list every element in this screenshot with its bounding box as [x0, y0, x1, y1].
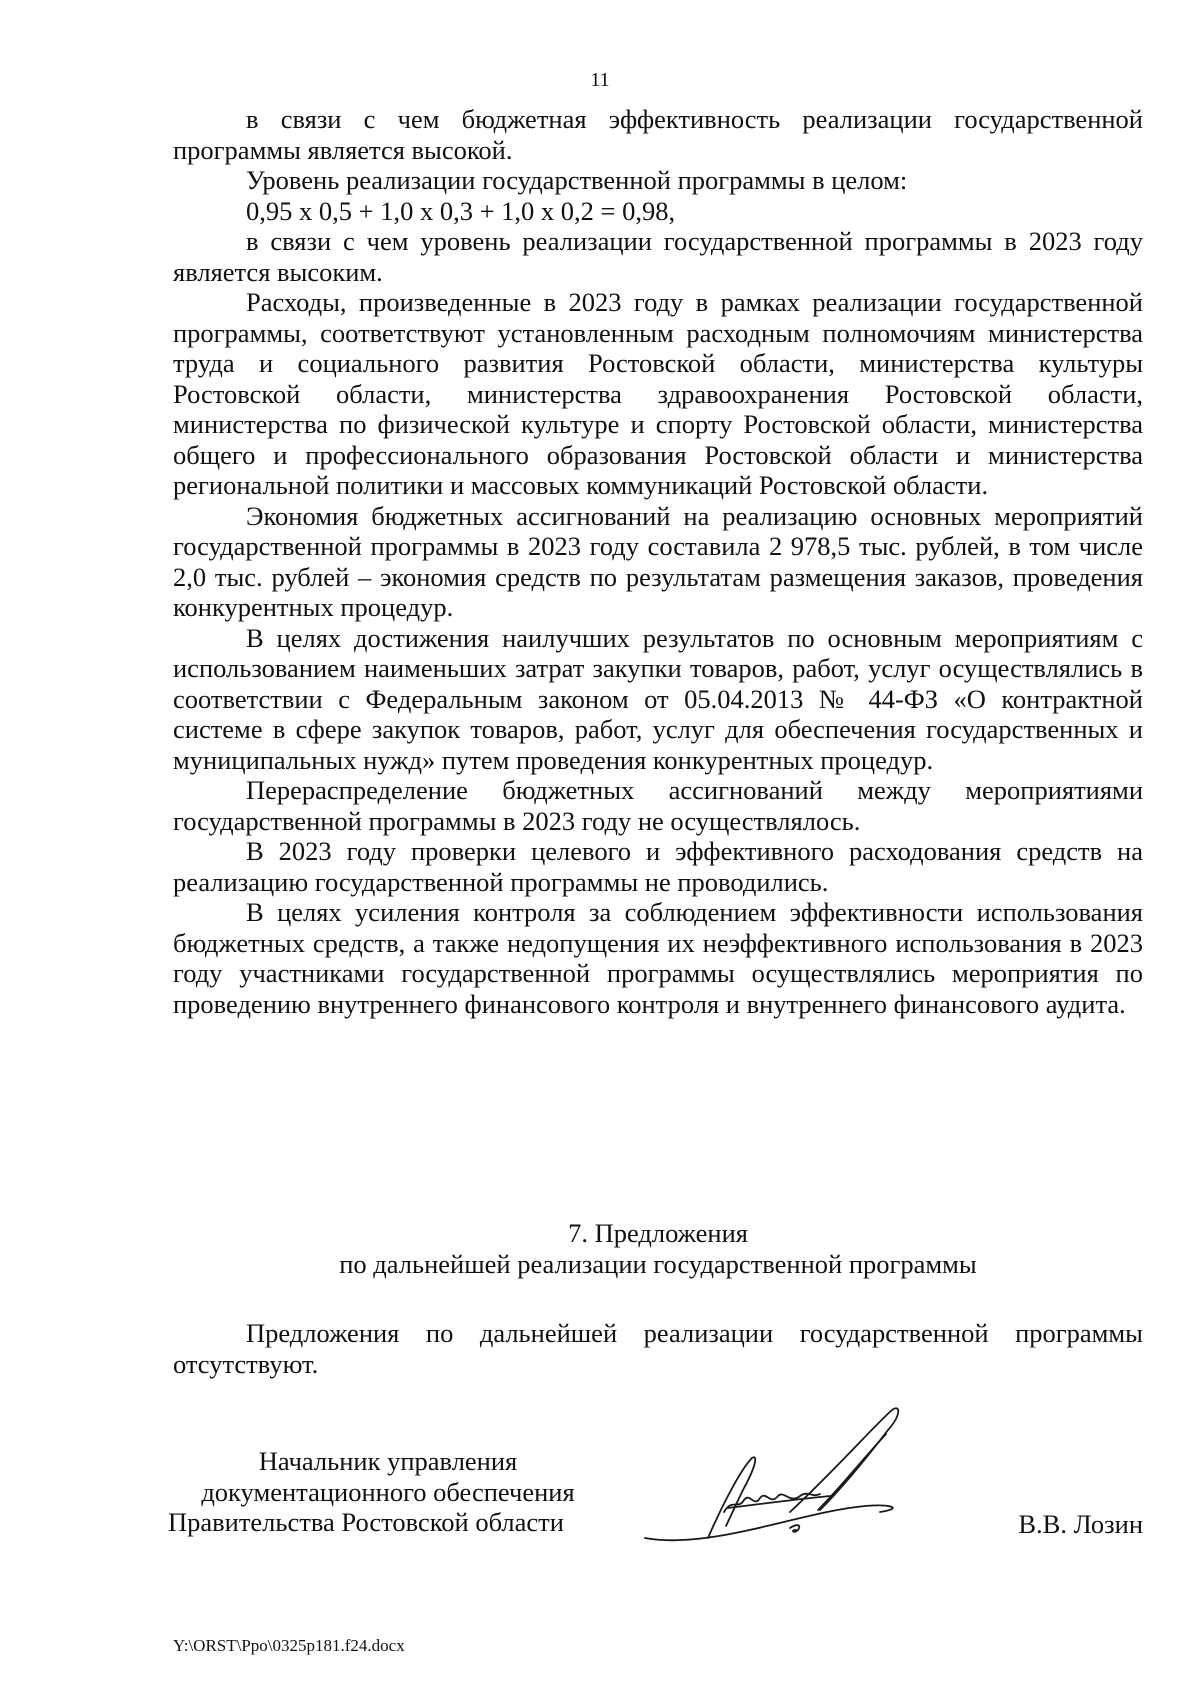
section-title: 7. Предложения [568, 1218, 748, 1248]
paragraph: Перераспределение бюджетных ассигнований между мероприятиями государственной программы в 2023 году не осуществлялось. [173, 775, 1143, 836]
formula: 0,95 х 0,5 + 1,0 х 0,3 + 1,0 х 0,2 = 0,98, [246, 195, 676, 226]
section-subtitle: по дальнейшей реализации государственной программы [339, 1248, 977, 1279]
section-heading [173, 1218, 1143, 1279]
signer-position-line: документационного обеспечения [201, 1476, 575, 1507]
paragraph: Экономия бюджетных ассигнований на реализацию основных мероприятий государственной программы в 2023 году составила 2 978,5 тыс. рублей, в том числе 2,0 тыс. рублей – экономия средств по результатам размещения заказов, проведения конкурентных процедур. [173, 500, 1143, 622]
document-body [173, 104, 1143, 1019]
signer-position [168, 1446, 608, 1538]
paragraph: В 2023 году проверки целевого и эффективного расходования средств на реализацию государственной программы не проводились. [173, 836, 1143, 897]
signer-name: В.В. Лозин [1018, 1509, 1143, 1539]
paragraph: в связи с чем уровень реализации государственной программы в 2023 году является высоким. [173, 226, 1143, 287]
paragraph: В целях усиления контроля за соблюдением эффективности использования бюджетных средств, а также недопущения их неэффективного использования в 2023 году участниками государственной программы осуществлялись мероприятия по проведению внутреннего финансового контроля и внутреннего финансового аудита. [173, 897, 1143, 1019]
signature [640, 1400, 970, 1550]
paragraph: Уровень реализации государственной программы в целом: [246, 165, 908, 195]
paragraph: В целях достижения наилучших результатов по основным мероприятиям с использованием наименьших затрат закупки товаров, работ, услуг осуществлялись в соответствии с Федеральным законом от 05.04.2013 № 44-ФЗ «О контрактной системе в сфере закупок товаров, работ, услуг для обеспечения государственных и муниципальных нужд» путем проведения конкурентных процедур. [173, 622, 1143, 775]
paragraph: в связи с чем бюджетная эффективность реализации государственной программы является высокой. [173, 104, 1143, 165]
section-body [173, 1318, 1143, 1379]
signer-position-line: Правительства Ростовской области [168, 1507, 564, 1537]
paragraph: Расходы, произведенные в 2023 году в рамках реализации государственной программы, соответствуют установленным расходным полномочиям министерства труда и социального развития Ростовской области, министерства культуры Ростовской области, министерства здравоохранения Ростовской области, министерства по физической культуре и спорту Ростовской области, министерства общего и профессионального образования Ростовской области и министерства региональной политики и массовых коммуникаций Ростовской области. [173, 287, 1143, 500]
paragraph: Предложения по дальнейшей реализации государственной программы отсутствуют. [173, 1318, 1143, 1379]
page-number: 11 [590, 69, 610, 91]
file-path: Y:\ORST\Ppo\0325p181.f24.docx [173, 1636, 405, 1655]
signer-position-line: Начальник управления [258, 1446, 518, 1476]
